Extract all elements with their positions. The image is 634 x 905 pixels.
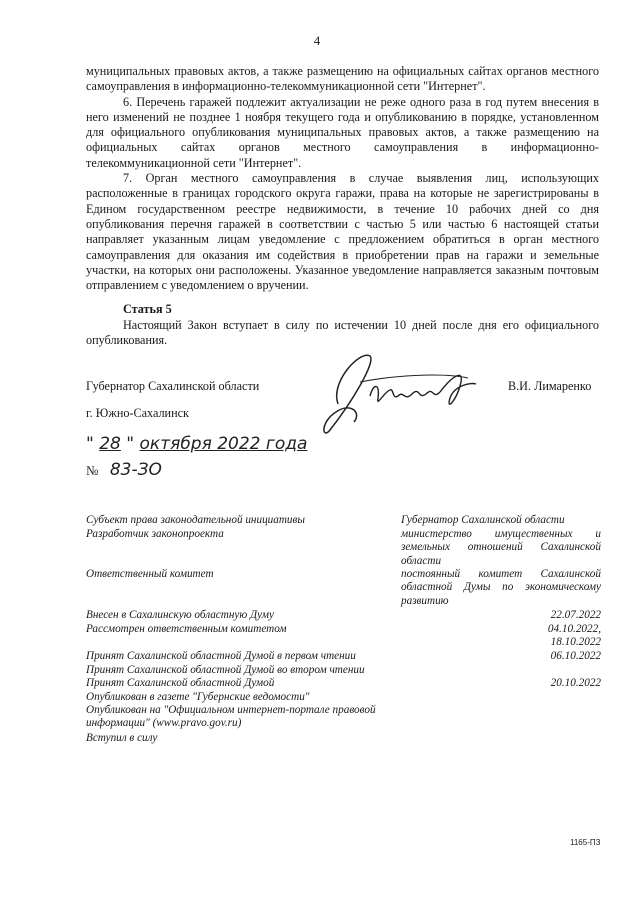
meta-adopted-label: Принят Сахалинской областной Думой: [86, 677, 275, 689]
meta-developer-value: министерство имущественных и земельных отношений Сахалинской области: [401, 528, 601, 567]
meta-first-reading-value: 06.10.2022: [550, 650, 601, 662]
meta-subject-value: Губернатор Сахалинской области: [401, 514, 565, 526]
city-label: г. Южно-Сахалинск: [86, 406, 189, 420]
page-number: 4: [313, 33, 321, 48]
meta-gazette-label: Опубликован в газете "Губернские ведомости": [86, 691, 310, 703]
governor-title: Губернатор Сахалинской области: [86, 379, 260, 393]
meta-portal-label: Опубликован на "Официальном интернет-портале правовой информации" (www.pravo.gov.ru): [86, 704, 376, 730]
meta-first-reading-label: Принят Сахалинской областной Думой в первом чтении: [86, 650, 356, 662]
meta-committee-label: Ответственный комитет: [86, 568, 214, 580]
meta-subject-label: Субъект права законодательной инициативы: [86, 514, 305, 526]
body-text: [86, 64, 599, 293]
meta-adopted-value: 20.10.2022: [550, 677, 601, 689]
governor-name: В.И. Лимаренко: [508, 379, 592, 393]
signing-date: [86, 434, 307, 454]
paragraph-continuation: муниципальных правовых актов, а также размещению на официальных сайтах органов местного самоуправления в информационно-телекоммуникационной сети "Интернет".: [86, 64, 599, 94]
meta-effective-label: Вступил в силу: [86, 732, 158, 744]
date-quote-open: ": [86, 434, 94, 454]
meta-introduced-label: Внесен в Сахалинскую областную Думу: [86, 609, 274, 621]
number-sign: №: [86, 463, 99, 478]
meta-considered-value-1: 04.10.2022,: [547, 623, 601, 635]
date-month-year: октября 2022 года: [139, 434, 308, 454]
meta-considered-label: Рассмотрен ответственным комитетом: [86, 623, 287, 635]
date-quote-close: ": [126, 434, 135, 454]
date-day: 28: [99, 434, 121, 454]
paragraph-part-6: 6. Перечень гаражей подлежит актуализации не реже одного раза в год путем внесения в него изменений не позднее 1 ноября текущего года и опубликованию в порядке, установленном для официального опубликования муниципальных правовых актов, а также размещению на официальных сайтах органов местного самоуправления в информационно-телекоммуникационной сети "Интернет".: [86, 94, 599, 170]
article-text: Настоящий Закон вступает в силу по истечении 10 дней после дня его официального опубликования.: [86, 318, 599, 348]
meta-committee-value: постоянный комитет Сахалинской областной Думы по экономическому развитию: [401, 568, 601, 607]
meta-developer-label: Разработчик законопроекта: [86, 528, 224, 540]
meta-considered-value-2: 18.10.2022: [550, 636, 601, 648]
law-number: 83-ЗО: [109, 460, 162, 480]
law-number-line: [86, 460, 162, 480]
meta-introduced-value: 22.07.2022: [550, 609, 601, 621]
meta-second-reading-label: Принят Сахалинской областной Думой во втором чтении: [86, 664, 365, 676]
handwritten-signature: [300, 342, 480, 452]
paragraph-part-7: 7. Орган местного самоуправления в случае выявления лиц, использующих расположенные в границах городского округа гаражи, права на которые не зарегистрированы в Едином государственном реестре недвижимости, в течение 10 рабочих дней со дня опубликования перечня гаражей в соответствии с частью 5 или частью 6 настоящей статьи направляет указанным лицам уведомление с предложением обратиться в орган местного самоуправления для оказания им содействия в приобретении прав на гаражи и земельные участки, на которых они расположены. Указанное уведомление направляется заказным почтовым отправлением с уведомлением о вручении.: [86, 171, 599, 293]
document-code: 1165-ПЗ: [570, 838, 601, 847]
article-heading: Статья 5: [123, 302, 172, 316]
